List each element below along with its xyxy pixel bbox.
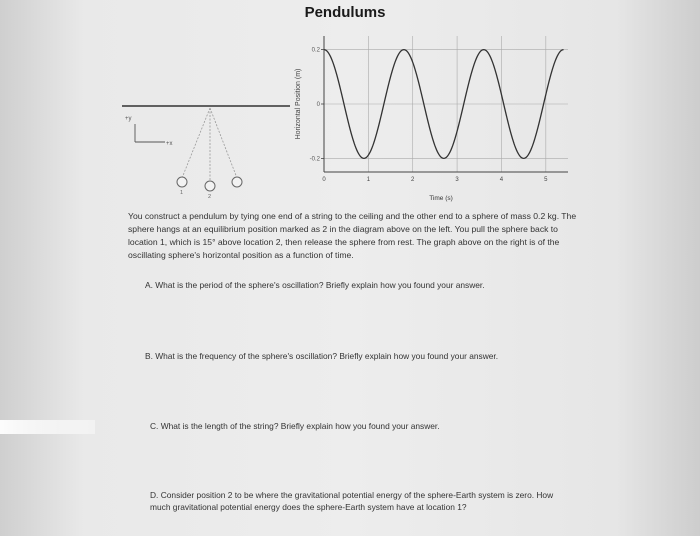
x-tick-label: 2 [411, 177, 415, 183]
x-tick-label: 4 [499, 177, 504, 183]
question-d: D. Consider position 2 to be where the gravitational potential energy of the sphere-Earth system is zero. How much gravitational potential energy does the sphere-Earth system have at location 1? [150, 490, 554, 512]
position-2-label: 2 [208, 194, 212, 200]
y-axis-title: Horizontal Position (m) [295, 68, 302, 140]
graph-grid [324, 36, 568, 172]
x-tick-label: 5 [544, 177, 548, 183]
position-1-label: 1 [180, 190, 184, 196]
question-b: B. What is the frequency of the sphere's oscillation? Briefly explain how you found your answer. [145, 351, 499, 361]
plus-y-label: +y [125, 116, 132, 122]
plus-x-label: +x [166, 141, 173, 147]
y-tick-label: -0.2 [309, 156, 320, 163]
problem-description: You construct a pendulum by tying one end of a string to the ceiling and the other end to a sphere of mass 0.2 kg. The sphere hangs at an equilibrium position marked as 2 in the diagram above on the left. You pull the sphere back to location 1, which is 15° above location 2, then release the sphere from rest. The graph above on the right is of the oscillating sphere's horizontal position as a function of time. [128, 211, 577, 260]
x-tick-label: 3 [455, 177, 459, 183]
page-title: Pendulums [304, 4, 386, 21]
x-tick-label: 1 [366, 177, 371, 183]
y-tick-label: 0.2 [311, 47, 320, 54]
question-a: A. What is the period of the sphere's oscillation? Briefly explain how you found your answer. [145, 280, 485, 290]
x-axis-title: Time (s) [429, 195, 453, 202]
y-tick-label: 0 [316, 102, 320, 108]
question-c: C. What is the length of the string? Briefly explain how you found your answer. [150, 421, 440, 431]
x-tick-label: 0 [322, 177, 326, 183]
